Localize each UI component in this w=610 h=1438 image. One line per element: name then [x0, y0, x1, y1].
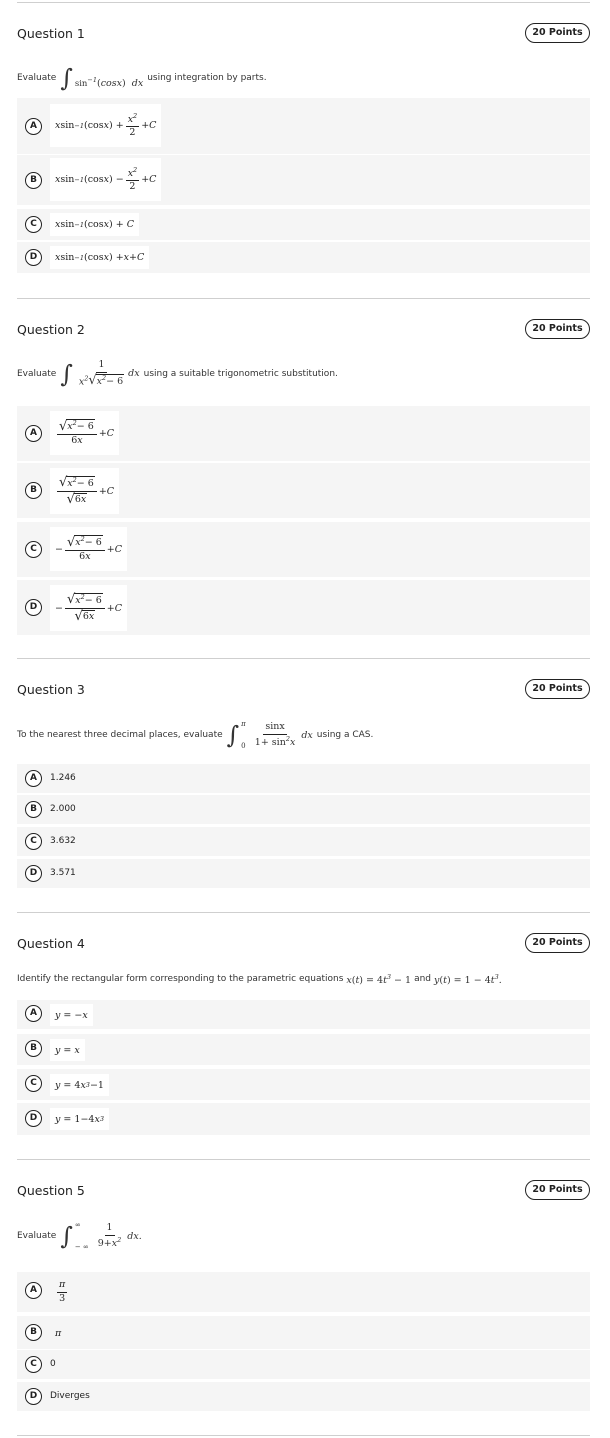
option-letter: D [25, 249, 42, 266]
option-math: − √ $x^2- 6$ √ 6x +C [50, 585, 127, 631]
points-badge: 20 Points [525, 319, 590, 339]
option-d[interactable] [17, 1103, 590, 1135]
option-a[interactable] [17, 764, 590, 793]
option-text: 1.246 [50, 773, 76, 783]
option-letter: C [25, 541, 42, 558]
prompt-math: ∫ ∞ − ∞ $\frac{1}{9+x^2}$ dx. [60, 1221, 142, 1251]
option-math: y = 1 − 4 x 3 [50, 1108, 109, 1130]
option-math: √ $x^2- 6$ √ 6x +C [50, 468, 119, 514]
prompt-math: ∫ 1 $x^2$ √ $x^2- 6$ dx [60, 359, 140, 389]
option-letter: A [25, 1282, 42, 1299]
option-letter: B [25, 172, 42, 189]
question-5 [17, 1180, 590, 1200]
option-letter: C [25, 216, 42, 233]
option-text: 2.000 [50, 804, 76, 814]
option-c[interactable] [17, 827, 590, 856]
option-math: y = −x [50, 1004, 93, 1026]
question-2 [17, 319, 590, 339]
option-text: 0 [50, 1359, 56, 1369]
question-4 [17, 933, 590, 953]
option-letter: A [25, 118, 42, 135]
option-math: x sin −1 (cos x ) + C [50, 213, 139, 236]
option-letter: D [25, 599, 42, 616]
question-4-prompt: Identify the rectangular form corresponding to the parametric equations $x(t) = 4t^3 - 1$ and $y(t) = 1 - 4t^3$. [17, 972, 502, 986]
option-letter: A [25, 1005, 42, 1022]
question-title: Question 4 [17, 936, 85, 951]
question-2-prompt: Evaluate ∫ 1 $x^2$ √ $x^2- 6$ dx using a suitable trigonometric substitution. [17, 359, 338, 389]
prompt-math-x: $x(t) = 4t^3 - 1$ [346, 972, 412, 986]
points-badge: 20 Points [525, 933, 590, 953]
option-math: π [55, 1327, 62, 1339]
prompt-math: ∫ π 0 $\frac{\sin x}{1+ \sin^2x}$ dx [226, 720, 313, 750]
option-text: 3.571 [50, 868, 76, 878]
option-b[interactable] [17, 463, 590, 518]
option-letter: A [25, 425, 42, 442]
option-a[interactable] [17, 98, 590, 154]
option-b[interactable] [17, 795, 590, 824]
option-c[interactable] [17, 522, 590, 577]
question-3-prompt: To the nearest three decimal places, evaluate ∫ π 0 $\frac{\sin x}{1+ \sin^2x}$ dx using a CAS. [17, 720, 374, 750]
option-b[interactable] [17, 1316, 590, 1349]
option-letter: C [25, 1075, 42, 1092]
prompt-math-y: $y(t) = 1 - 4t^3$. [434, 972, 502, 986]
option-c[interactable] [17, 1350, 590, 1379]
question-1 [17, 23, 590, 43]
question-5-prompt: Evaluate ∫ ∞ − ∞ $\frac{1}{9+x^2}$ dx. [17, 1221, 142, 1251]
question-title: Question 3 [17, 682, 85, 697]
option-letter: B [25, 801, 42, 818]
option-d[interactable] [17, 242, 590, 273]
question-3 [17, 679, 590, 699]
points-badge: 20 Points [525, 679, 590, 699]
option-letter: C [25, 833, 42, 850]
divider [17, 2, 590, 3]
option-letter: C [25, 1356, 42, 1373]
divider [17, 1159, 590, 1160]
option-letter: B [25, 482, 42, 499]
option-b[interactable] [17, 1034, 590, 1065]
option-math: − √ $x^2- 6$ 6x +C [50, 527, 127, 571]
option-a[interactable] [17, 406, 590, 461]
option-letter: D [25, 1388, 42, 1405]
option-letter: B [25, 1040, 42, 1057]
points-badge: 20 Points [525, 23, 590, 43]
option-text: Diverges [50, 1391, 90, 1401]
option-a[interactable] [17, 1272, 590, 1312]
option-letter: B [25, 1324, 42, 1341]
option-c[interactable] [17, 209, 590, 240]
option-c[interactable] [17, 1069, 590, 1100]
points-badge: 20 Points [525, 1180, 590, 1200]
option-math: x sin −1 (cos x ) + $\frac{x^2}{2}$ + C [50, 104, 161, 147]
question-title: Question 5 [17, 1183, 85, 1198]
option-math: y = 4 x 3 − 1 [50, 1074, 109, 1096]
divider [17, 658, 590, 659]
question-1-prompt: Evaluate ∫ $\sin^{-1}(\cos x)$ dx using integration by parts. [17, 64, 267, 92]
option-d[interactable] [17, 1382, 590, 1411]
option-math: $\frac{\pi}{3}$ [59, 1279, 66, 1304]
divider [17, 298, 590, 299]
prompt-math: ∫ $\sin^{-1}(\cos x)$ dx [60, 64, 144, 92]
divider [17, 1435, 590, 1436]
option-math: √ $x^2- 6$ 6x +C [50, 411, 119, 455]
option-a[interactable] [17, 1000, 590, 1029]
option-letter: D [25, 1110, 42, 1127]
option-d[interactable] [17, 859, 590, 888]
option-math: x sin −1 (cos x ) − $\frac{x^2}{2}$ + C [50, 158, 161, 201]
option-math: y = x [50, 1039, 85, 1061]
question-title: Question 2 [17, 322, 85, 337]
option-math: x sin −1 (cos x ) +x+C [50, 246, 149, 269]
option-d[interactable] [17, 580, 590, 635]
option-b[interactable] [17, 155, 590, 205]
divider [17, 912, 590, 913]
option-letter: D [25, 865, 42, 882]
option-letter: A [25, 770, 42, 787]
question-title: Question 1 [17, 26, 85, 41]
option-text: 3.632 [50, 836, 76, 846]
